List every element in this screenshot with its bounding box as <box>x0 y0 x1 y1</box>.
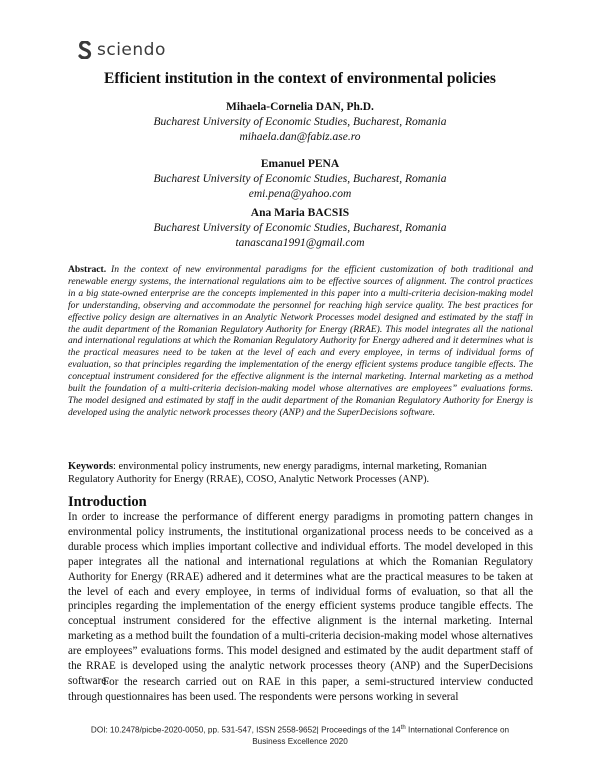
author-block <box>0 100 600 145</box>
keywords-text: : environmental policy instruments, new energy paradigms, internal marketing, Romanian Regulatory Authority for Energy (RRAE), COSO, Analytic Network Processes (ANP). <box>68 461 487 485</box>
introduction-paragraph: In order to increase the performance of different energy paradigms in promoting pattern changes in environmental policy instruments, the institutional organizational process needs to be conceived as a durable process which implies important collective and individual efforts. The model developed in this paper integrates all the national and international regulations at which the Romanian Regulatory Authority for Energy (RRAE) adhered and it determines what are the practical measures to be taken at the level of each and every employee, in terms of individual forms of evaluation, so that all the principles regarding the implementation of the energy efficient systems produce tangible effects. The conceptual instrument considered for the effective alignment is the internal marketing. Internal marketing as a method built the foundation of a multi-criteria decision-making model whose alternatives are employees” evaluations forms. This model designed and estimated by the audit department staff of the RRAE is developed using the analytic network processes theory (ANP) and the SuperDecisions software. <box>68 511 533 687</box>
introduction-paragraph: For the research carried out on RAE in this paper, a semi-structured interview conducted through questionnaires has been used. The respondents were persons working in several <box>68 676 533 703</box>
author-affiliation: Bucharest University of Economic Studies, Bucharest, Romania <box>153 222 447 234</box>
footer-doi-prefix: DOI: 10.2478/picbe-2020-0050, pp. 531-547, ISSN 2558-9652| Proceedings of the 14 <box>90 725 401 735</box>
logo-text: sciendo <box>97 40 166 60</box>
keywords-label: Keywords <box>68 461 114 472</box>
author-block <box>0 157 600 202</box>
author-email: mihaela.dan@fabiz.ase.ro <box>239 131 361 143</box>
sciendo-logo-icon <box>78 41 92 59</box>
author-name: Mihaela-Cornelia DAN, Ph.D. <box>226 101 374 113</box>
author-name: Ana Maria BACSIS <box>250 207 350 219</box>
author-affiliation: Bucharest University of Economic Studies, Bucharest, Romania <box>153 116 447 128</box>
author-email: tanascana1991@gmail.com <box>235 237 365 249</box>
abstract-text: In the context of new environmental paradigms for the efficient customization of both traditional and renewable energy systems, the international regulations aim to be effective sources of alignment. The control practices in a big state-owned enterprise are the concepts implemented in this paper into a multi-criteria decision-making model for understanding, observing and accommodate the personnel for reaching high service quality. The best practices for effective policy design are alternatives in an Analytic Network Processes model designed and estimated by the staff in the audit department of the Romanian Regulatory Authority for Energy (RRAE). This model integrates all the national and international regulations at which the Romanian Regulatory Authority for Energy adhered and it determines what is the practical measures need to be taken at the level of each and every employee, in terms of individual forms of evaluation, so that principles regarding the implementation of the energy efficient systems produce tangible effects. The conceptual instrument considered for the effective alignment is the internal marketing. Internal marketing as a method built the foundation of a multi-criteria decision-making model whose alternatives are employees” evaluations forms. The model designed and estimated by staff in the audit department of the Romanian Regulatory Authority for Energy is developed using the analytic network processes theory (ANP) and the SuperDecisions software. <box>68 264 533 418</box>
publisher-logo <box>78 40 166 60</box>
page-footer <box>80 723 520 747</box>
author-name: Emanuel PENA <box>260 158 340 170</box>
author-affiliation: Bucharest University of Economic Studies, Bucharest, Romania <box>153 173 447 185</box>
keywords <box>68 461 533 486</box>
footer-doi-suffix: International Conference on Business Excellence 2020 <box>252 725 510 746</box>
abstract-label: Abstract. <box>68 264 107 275</box>
footer-ordinal-suffix: th <box>400 725 406 731</box>
author-block <box>0 206 600 251</box>
abstract <box>68 264 533 419</box>
author-email: emi.pena@yahoo.com <box>248 188 352 200</box>
paper-title: Efficient institution in the context of environmental policies <box>104 70 496 87</box>
section-heading-introduction: Introduction <box>68 494 147 510</box>
